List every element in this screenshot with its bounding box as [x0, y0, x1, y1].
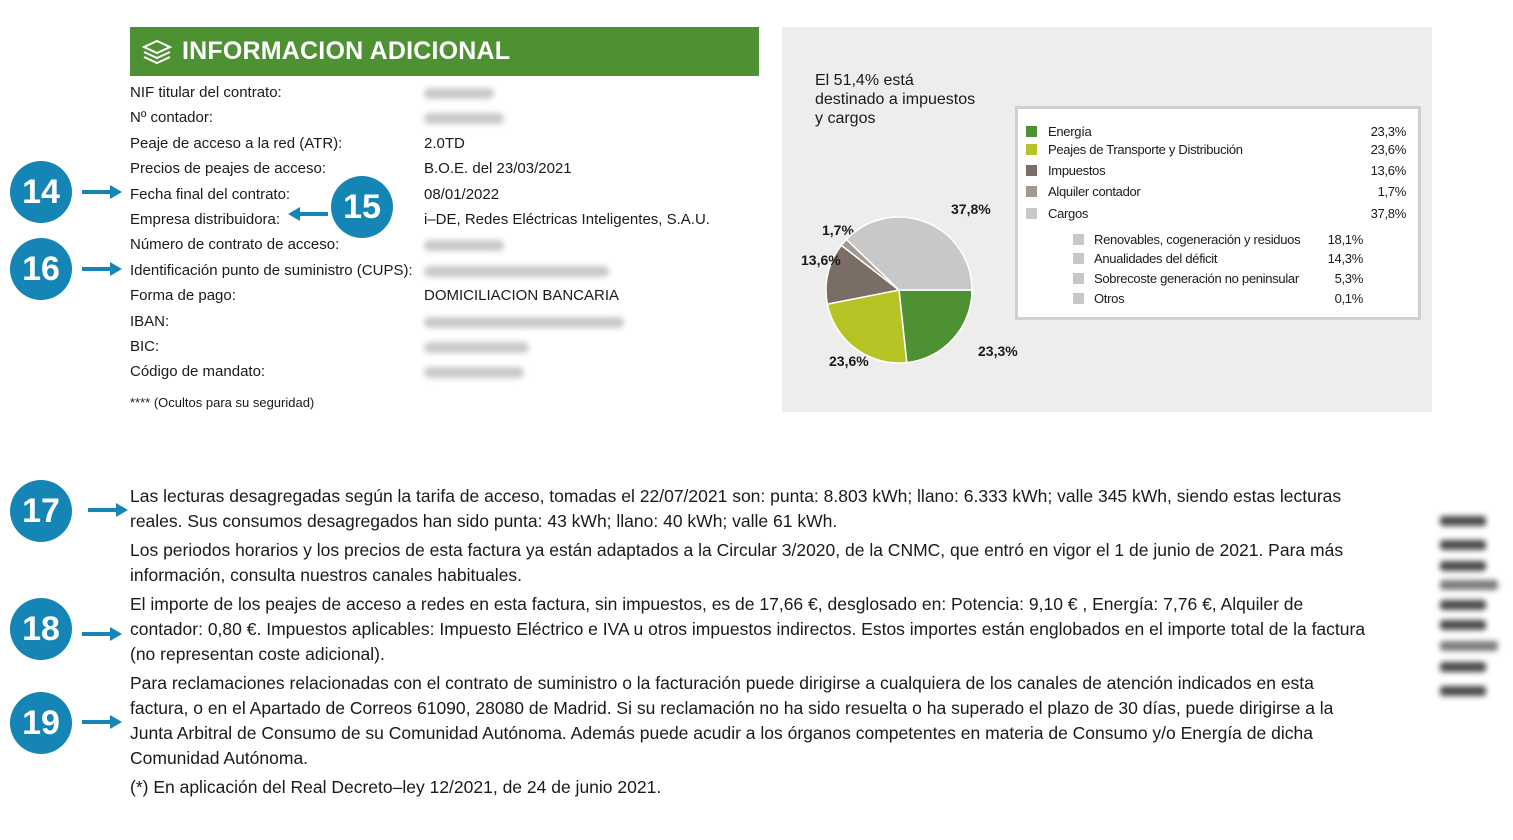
chart-note: El 51,4% está destinado a impuestos y cargos: [815, 72, 976, 127]
redacted-value-blur: [424, 88, 494, 99]
readings-paragraph: Las lecturas desagregadas según la tarifa de acceso, tomadas el 22/07/2021 son: punta: 8.803 kWh; llano: 6.333 kWh; valle 345 kWh, siendo estas lecturas reales. Sus consumos desagregados han sido punta: 43 kWh; llano: 40 kWh; valle 61 kWh.: [130, 486, 1342, 531]
info-label: Empresa distribuidora:: [130, 211, 281, 228]
redacted-value-blur: [424, 266, 609, 277]
legend-name: Sobrecoste generación no peninsular: [1094, 271, 1299, 286]
legend-name: Alquiler contador: [1048, 184, 1141, 199]
footnote: (*) En aplicación del Real Decreto–ley 12/2021, de 24 de junio 2021.: [130, 777, 662, 797]
legend-value: 0,1%: [1334, 291, 1363, 306]
badge-14: 14: [10, 161, 72, 223]
pie-slice-label: 13,6%: [801, 252, 841, 268]
redacted-value-blur: [424, 317, 624, 328]
redacted-value-blur: [424, 113, 504, 124]
pie-slice-label: 23,3%: [978, 343, 1018, 359]
legend-value: 18,1%: [1327, 232, 1363, 247]
legend-swatch: [1026, 144, 1037, 155]
legend-value: 14,3%: [1327, 251, 1363, 266]
legend-subitem: [1018, 232, 1418, 248]
legend-name: Cargos: [1048, 206, 1089, 221]
legend-subitem: [1018, 291, 1418, 307]
pie-chart: [782, 180, 1018, 400]
info-label: Número de contrato de acceso:: [130, 236, 340, 254]
redacted-value: [424, 362, 524, 384]
section-header: [130, 27, 759, 76]
badge-19: 19: [10, 692, 72, 754]
arrow-right-icon: [80, 183, 124, 201]
redacted-mark: [1440, 620, 1486, 630]
legend-name: Peajes de Transporte y Distribución: [1048, 142, 1243, 157]
section-title: INFORMACION ADICIONAL: [182, 37, 511, 65]
legend-subitem: [1018, 251, 1418, 267]
layers-icon: [142, 39, 172, 65]
legend-swatch: [1026, 165, 1037, 176]
redacted-mark: [1440, 662, 1486, 672]
legend-value: 37,8%: [1370, 206, 1406, 221]
info-label: BIC:: [130, 338, 160, 355]
info-label: IBAN:: [130, 312, 170, 330]
legend-item: [1018, 142, 1418, 158]
info-value: B.O.E. del 23/03/2021: [424, 160, 572, 178]
redacted-value: [424, 337, 529, 359]
pie-slice: [899, 290, 972, 363]
pie-slice-label: 23,6%: [829, 353, 869, 369]
legend-name: Energía: [1048, 124, 1092, 139]
legend-subitem: [1018, 271, 1418, 287]
info-label: Identificación punto de suministro (CUPS):: [130, 261, 413, 279]
info-label: Peaje de acceso a la red (ATR):: [130, 134, 343, 152]
legend-value: 13,6%: [1370, 163, 1406, 178]
redacted-mark: [1440, 516, 1486, 526]
redacted-value: [424, 312, 624, 334]
tolls-paragraph: El importe de los peajes de acceso a redes en esta factura, sin impuestos, es de 17,66 €, desglosado en: Potencia: 9,10 € , Energía: 7,76 €, Alquiler de contador: 0,80 €. Impuestos aplicables: Impuesto Eléctrico e IVA u otros impuestos indirectos. Estos importes están englobados en el importe total de la factura (no representan coste adicional).: [130, 594, 1366, 664]
redacted-value-blur: [424, 240, 504, 251]
arrow-right-icon: [80, 713, 124, 731]
arrow-right-icon: [80, 625, 124, 643]
arrow-left-icon: [286, 205, 330, 223]
info-value: DOMICILIACION BANCARIA: [424, 287, 620, 305]
legend-swatch: [1073, 273, 1084, 284]
legend-name: Otros: [1094, 291, 1125, 306]
info-label: Nº contador:: [130, 109, 214, 127]
legend-swatch: [1073, 234, 1084, 245]
redacted-value: [424, 261, 609, 283]
redacted-mark: [1440, 686, 1486, 696]
claims-paragraph: Para reclamaciones relacionadas con el contrato de suministro o la facturación puede dirigirse a cualquiera de los canales de atención indicados en esta factura, o en el Apartado de Correos 61090, 28080 de Madrid. Si su reclamación no ha sido resuelta o ha superado el plazo de 30 días, puede dirigirse a la Junta Arbitral de Consumo de su Comunidad Autónoma. Además puede acudir a los órganos competentes en materia de Consumo y/o Energía de dicha Comunidad Autónoma.: [130, 673, 1334, 768]
chart-legend: [1015, 106, 1421, 320]
redacted-value: [424, 108, 504, 130]
info-label: Forma de pago:: [130, 287, 236, 305]
legend-name: Anualidades del déficit: [1094, 251, 1218, 266]
redacted-value-blur: [424, 367, 524, 378]
periods-paragraph: Los periodos horarios y los precios de esta factura ya están adaptados a la Circular 3/2020, de la CNMC, que entró en vigor el 1 de junio de 2021. Para más información, consulta nuestros canales habituales.: [130, 540, 1344, 585]
redacted-value-blur: [424, 342, 529, 353]
info-label: Fecha final del contrato:: [130, 185, 291, 203]
redacted-mark: [1440, 641, 1498, 651]
legend-swatch: [1026, 208, 1037, 219]
info-label: NIF titular del contrato:: [130, 84, 282, 101]
pie-slice-label: 37,8%: [951, 201, 991, 217]
legend-item: [1018, 184, 1418, 200]
legend-swatch: [1073, 253, 1084, 264]
redacted-value: [424, 235, 504, 257]
legend-item: [1018, 124, 1418, 140]
legend-item: [1018, 206, 1418, 222]
badge-16: 16: [10, 238, 72, 300]
legend-swatch: [1026, 186, 1037, 197]
legend-value: 23,6%: [1370, 142, 1406, 157]
arrow-right-icon: [80, 260, 124, 278]
redacted-mark: [1440, 540, 1486, 550]
info-value: 08/01/2022: [424, 185, 500, 203]
badge-17: 17: [10, 480, 72, 542]
legend-name: Impuestos: [1048, 163, 1106, 178]
info-value: 2.0TD: [424, 134, 465, 152]
pie-slice-label: 1,7%: [822, 222, 854, 238]
badge-15: 15: [331, 176, 393, 238]
info-label: Precios de peajes de acceso:: [130, 160, 326, 178]
legend-swatch: [1026, 126, 1037, 137]
legend-value: 1,7%: [1377, 184, 1406, 199]
redacted-mark: [1440, 561, 1486, 571]
redacted-value: [424, 83, 494, 105]
badge-18: 18: [10, 598, 72, 660]
info-value: i–DE, Redes Eléctricas Inteligentes, S.A.U.: [424, 211, 710, 228]
legend-item: [1018, 163, 1418, 179]
legend-name: Renovables, cogeneración y residuos: [1094, 232, 1301, 247]
redacted-mark: [1440, 580, 1498, 590]
arrow-right-icon: [86, 501, 130, 519]
redacted-mark: [1440, 600, 1486, 610]
legend-value: 5,3%: [1334, 271, 1363, 286]
hidden-note: **** (Ocultos para su seguridad): [130, 395, 315, 410]
legend-value: 23,3%: [1370, 124, 1406, 139]
legend-swatch: [1073, 293, 1084, 304]
info-label: Código de mandato:: [130, 363, 266, 381]
